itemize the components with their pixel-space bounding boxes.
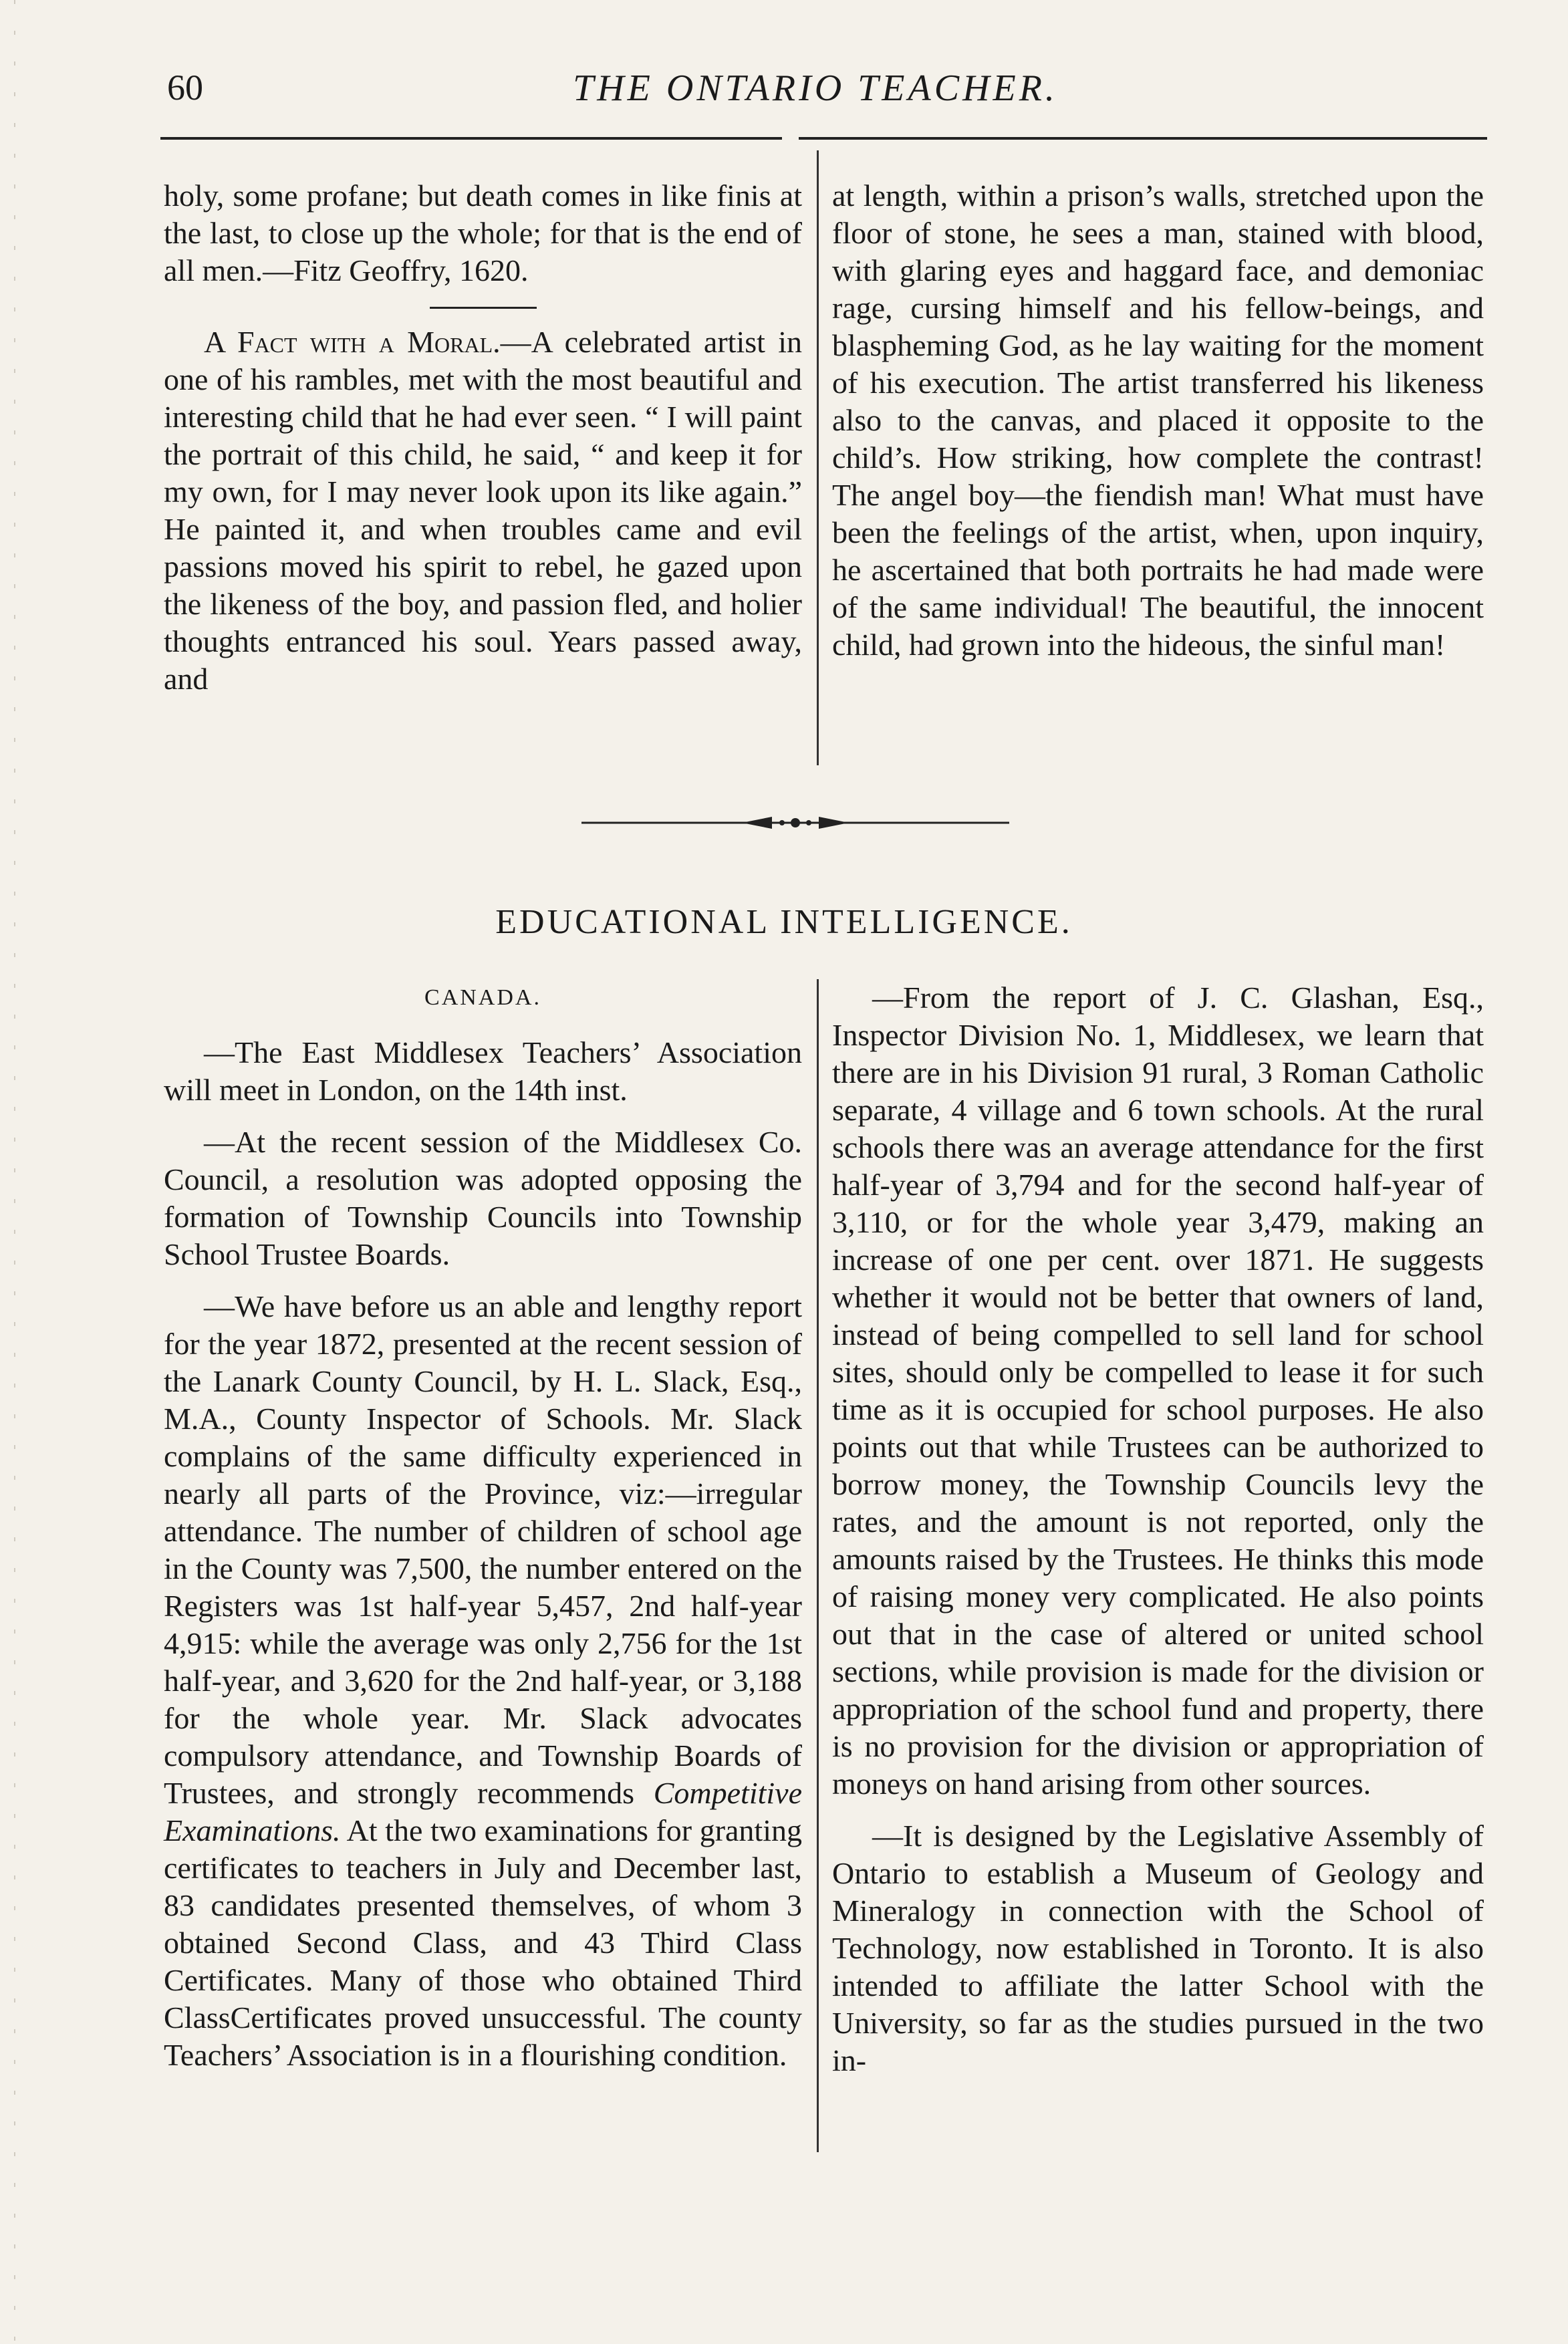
paragraph-text: —We have before us an able and lengthy report for the year 1872, presented at the recent session of the Lanark County Council, by H. L. Slack, Esq., M.A., County Inspector of Schools. Mr. Slack complains of the same difficulty experienced in nearly all parts of the Province, viz:—irregular attendance. The number of children of school age in the County was 7,500, the number entered on the Registers was 1st half-year 5,457, 2nd half-year 4,915: while the average was only 2,756 for the 1st half-year, and 3,620 for the 2nd half-year, or 3,188 for the whole year. Mr. Slack advocates compulsory attendance, and Township Boards of Trustees, and strongly recommends	[164, 1289, 802, 1810]
paragraph: —It is designed by the Legislative Assembly of Ontario to establish a Museum of Geology and Mineralogy in connection with the School of Technology, now established in Toronto. It is also intended to affiliate the latter School with the University, so far as the studies pursued in the two in-	[832, 1819, 1484, 2077]
paragraph-text: —A celebrated artist in one of his rambles, met with the most beautiful and interesting child that he had ever seen. “ I will paint the portrait of this child, he said, “ and keep it for my own, for I may never look upon its like again.” He painted it, and when troubles came and evil passions moved his spirit to rebel, he gazed upon the likeness of the boy, and passion fled, and holier thoughts entranced his soul. Years passed away, and	[164, 325, 802, 696]
top-left-column	[164, 177, 802, 698]
bottom-left-column	[164, 979, 802, 2074]
running-header	[147, 67, 1484, 120]
section-title: EDUCATIONAL INTELLIGENCE.	[495, 903, 1073, 941]
paragraph: holy, some profane; but death comes in like finis at the last, to close up the whole; for that is the end of all men.—Fitz Geoffry, 1620.	[164, 178, 802, 287]
header-rule-right	[799, 137, 1487, 140]
running-title: THE ONTARIO TEACHER.	[573, 68, 1058, 109]
paragraph: —At the recent session of the Middlesex Co. Council, a resolution was adopted opposing the formation of Township Councils into Township School Trustee Boards.	[164, 1125, 802, 1271]
scan-margin-marks	[0, 0, 40, 2344]
paragraph	[164, 323, 802, 698]
paragraph-text: At the two examinations for granting certificates to teachers in July and December last, 83 candidates presented themselves, of whom 3 obtained Second Class, and 43 Third Class Certificates. Many of those who obtained Third ClassCertificates proved unsuccessful. The county Teachers’ Association is in a flourishing condition.	[164, 1813, 802, 2072]
separator-rule	[430, 307, 537, 309]
column-divider	[817, 979, 819, 2152]
ornamental-divider	[581, 813, 1009, 833]
header-rule-left	[160, 137, 782, 140]
paragraph: —The East Middlesex Teachers’ Association will meet in London, on the 14th inst.	[164, 1035, 802, 1107]
section-subhead: CANADA.	[424, 985, 541, 1010]
paragraph: —From the report of J. C. Glashan, Esq., Inspector Division No. 1, Middlesex, we learn that there are in his Division 91 rural, 3 Roman Catholic separate, 4 village and 6 town schools. At the rural schools there was an average attendance for the first half-year of 3,794 and for the second half-year of 3,110, or for the whole year 3,479, making an increase of one per cent. over 1871. He suggests whether it would not be better that owners of land, instead of being compelled to sell land for school sites, should only be compelled to lease it for such time as it is occupied for school purposes. He also points out that while Trustees can be authorized to borrow money, the Township Councils levy the rates, and the amount is not reported, only the amounts raised by the Trustees. He thinks this mode of raising money very complicated. He also points out that in the case of altered or united school sections, while provision is made for the division or appropriation of the school fund and property, there is no provision for the division or appropriation of moneys on hand arising from other sources.	[832, 981, 1484, 1801]
paragraph: at length, within a prison’s walls, stretched upon the floor of stone, he sees a man, stained with blood, with glaring eyes and haggard face, and demoniac rage, cursing himself and his fellow-beings, and blaspheming God, as he lay waiting for the moment of his execution. The artist transferred his likeness also to the canvas, and placed it opposite to the child’s. How striking, how complete the contrast! The angel boy—the fiendish man! What must have been the feelings of the artist, when, upon inquiry, he ascertained that both portraits he had made were of the same individual! The beautiful, the innocent child, had grown into the hideous, the sinful man!	[832, 178, 1484, 662]
paragraph	[164, 1288, 802, 2074]
page-number: 60	[167, 68, 203, 108]
emphasis-text: Competitive Examinations.	[164, 1776, 803, 1847]
paragraph-lead: A Fact with a Moral.	[204, 325, 501, 359]
top-right-column	[832, 177, 1484, 664]
bottom-right-column	[832, 979, 1484, 2079]
column-divider	[817, 150, 819, 765]
